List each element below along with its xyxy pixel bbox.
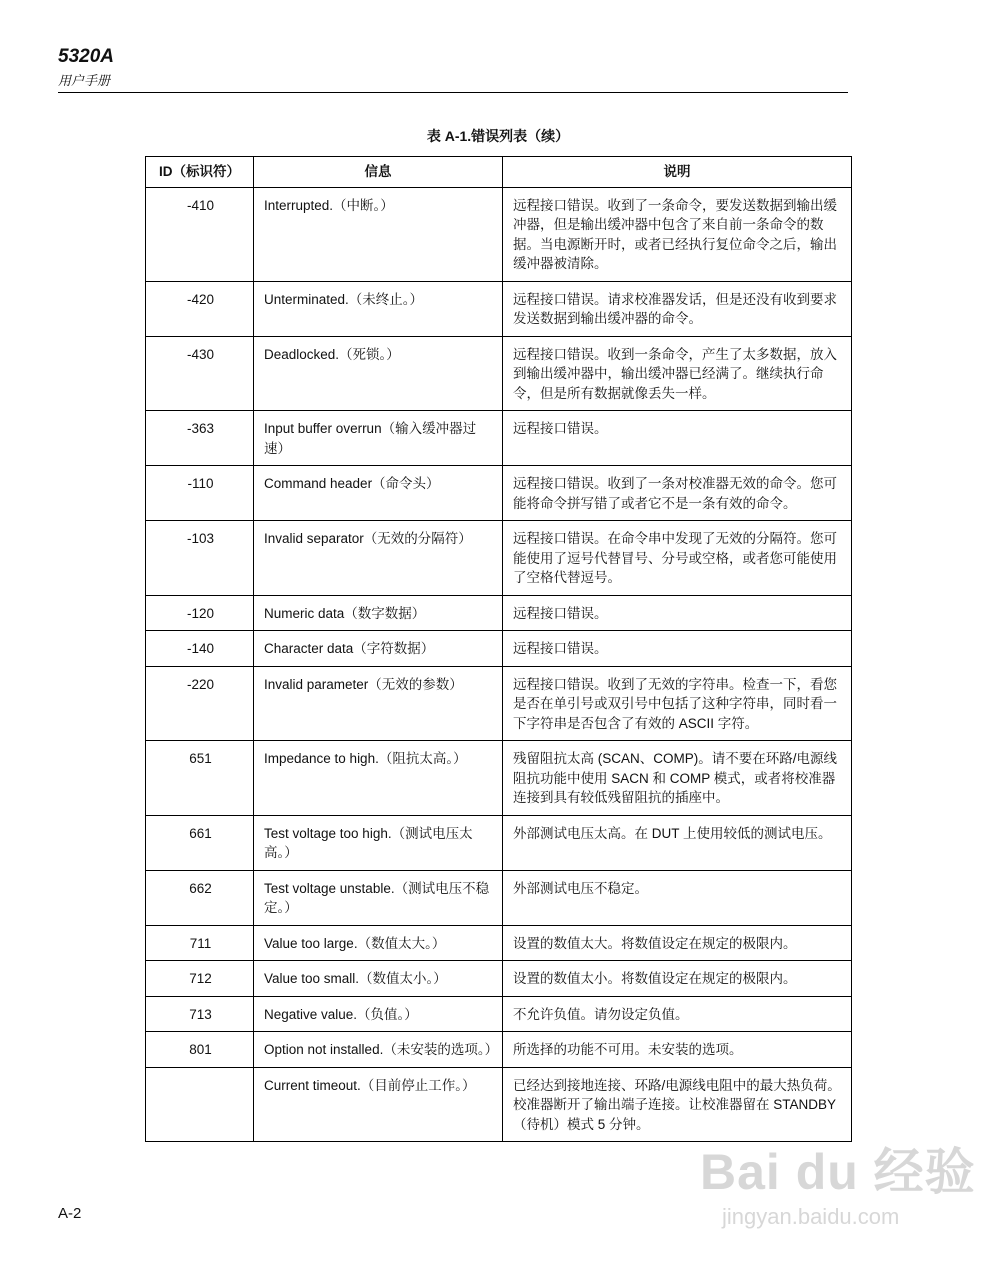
error-message-cell: Character data（字符数据） bbox=[254, 631, 503, 667]
table-row bbox=[146, 996, 852, 1032]
table-row bbox=[146, 815, 852, 870]
watermark-logo: Bai du 经验 bbox=[700, 1144, 976, 1200]
error-description-cell: 远程接口错误。收到了无效的字符串。检查一下，看您是否在单引号或双引号中包括了这种字符串，同时看一下字符串是否包含了有效的 ASCII 字符。 bbox=[503, 666, 852, 741]
table-row bbox=[146, 411, 852, 466]
header-divider bbox=[58, 92, 848, 93]
error-description-cell: 远程接口错误。 bbox=[503, 411, 852, 466]
error-id-cell: 713 bbox=[146, 996, 254, 1032]
table-row bbox=[146, 595, 852, 631]
table-caption: 表 A-1.错误列表（续） bbox=[426, 128, 570, 144]
error-message-cell: Input buffer overrun（输入缓冲器过速） bbox=[254, 411, 503, 466]
table-row bbox=[146, 466, 852, 521]
table-header-row bbox=[146, 157, 852, 188]
table-row bbox=[146, 1067, 852, 1142]
table-row bbox=[146, 631, 852, 667]
error-description-cell: 已经达到接地连接、环路/电源线电阻中的最大热负荷。校准器断开了输出端子连接。让校准器留在 STANDBY（待机）模式 5 分钟。 bbox=[503, 1067, 852, 1142]
error-id-cell: -220 bbox=[146, 666, 254, 741]
table-body bbox=[146, 187, 852, 1142]
table-row bbox=[146, 666, 852, 741]
error-description-cell: 远程接口错误。 bbox=[503, 631, 852, 667]
error-id-cell: -120 bbox=[146, 595, 254, 631]
error-id-cell: -430 bbox=[146, 336, 254, 411]
error-description-cell: 远程接口错误。在命令串中发现了无效的分隔符。您可能使用了逗号代替冒号、分号或空格，或者您可能使用了空格代替逗号。 bbox=[503, 521, 852, 596]
error-description-cell: 残留阻抗太高 (SCAN、COMP)。请不要在环路/电源线阻抗功能中使用 SACN 和 COMP 模式，或者将校准器连接到具有较低残留阻抗的插座中。 bbox=[503, 741, 852, 816]
error-id-cell: 651 bbox=[146, 741, 254, 816]
error-description-cell: 设置的数值太小。将数值设定在规定的极限内。 bbox=[503, 961, 852, 997]
error-description-cell: 远程接口错误。收到了一条命令，要发送数据到输出缓冲器，但是输出缓冲器中包含了来自前一条命令的数据。当电源断开时，或者已经执行复位命令之后，输出缓冲器被清除。 bbox=[503, 187, 852, 281]
page-number: A-2 bbox=[58, 1205, 82, 1222]
error-message-cell: Current timeout.（目前停止工作。） bbox=[254, 1067, 503, 1142]
error-id-cell: 662 bbox=[146, 870, 254, 925]
table-row bbox=[146, 741, 852, 816]
error-message-cell: Numeric data（数字数据） bbox=[254, 595, 503, 631]
table-row bbox=[146, 961, 852, 997]
error-message-cell: Test voltage too high.（测试电压太高。） bbox=[254, 815, 503, 870]
error-message-cell: Command header（命令头） bbox=[254, 466, 503, 521]
error-description-cell: 外部测试电压不稳定。 bbox=[503, 870, 852, 925]
error-id-cell: -420 bbox=[146, 281, 254, 336]
watermark-url: jingyan.baidu.com bbox=[722, 1204, 900, 1229]
error-id-cell: -103 bbox=[146, 521, 254, 596]
error-id-cell bbox=[146, 1067, 254, 1142]
error-id-cell: 712 bbox=[146, 961, 254, 997]
error-id-cell: -110 bbox=[146, 466, 254, 521]
error-description-cell: 远程接口错误。 bbox=[503, 595, 852, 631]
table-row bbox=[146, 521, 852, 596]
error-id-cell: -140 bbox=[146, 631, 254, 667]
error-message-cell: Invalid separator（无效的分隔符） bbox=[254, 521, 503, 596]
document-title: 5320A bbox=[58, 46, 114, 67]
error-message-cell: Deadlocked.（死锁。） bbox=[254, 336, 503, 411]
error-id-cell: 801 bbox=[146, 1032, 254, 1068]
error-message-cell: Value too small.（数值太小。） bbox=[254, 961, 503, 997]
column-header-description: 说明 bbox=[503, 157, 852, 188]
error-message-cell: Test voltage unstable.（测试电压不稳定。） bbox=[254, 870, 503, 925]
table-row bbox=[146, 1032, 852, 1068]
error-id-cell: -410 bbox=[146, 187, 254, 281]
error-message-cell: Value too large.（数值太大。） bbox=[254, 925, 503, 961]
error-description-cell: 远程接口错误。请求校准器发话，但是还没有收到要求发送数据到输出缓冲器的命令。 bbox=[503, 281, 852, 336]
error-description-cell: 远程接口错误。收到一条命令，产生了太多数据，放入到输出缓冲器中，输出缓冲器已经满了。继续执行命令，但是所有数据就像丢失一样。 bbox=[503, 336, 852, 411]
table-row bbox=[146, 281, 852, 336]
error-description-cell: 外部测试电压太高。在 DUT 上使用较低的测试电压。 bbox=[503, 815, 852, 870]
error-id-cell: -363 bbox=[146, 411, 254, 466]
table-row bbox=[146, 187, 852, 281]
error-message-cell: Impedance to high.（阻抗太高。） bbox=[254, 741, 503, 816]
document-subtitle: 用户手册 bbox=[58, 73, 111, 88]
error-message-cell: Negative value.（负值。） bbox=[254, 996, 503, 1032]
error-message-cell: Interrupted.（中断。） bbox=[254, 187, 503, 281]
column-header-message: 信息 bbox=[254, 157, 503, 188]
error-id-cell: 711 bbox=[146, 925, 254, 961]
column-header-id: ID（标识符） bbox=[146, 157, 254, 188]
error-list-table bbox=[145, 156, 852, 1142]
table-row bbox=[146, 870, 852, 925]
error-description-cell: 不允许负值。请勿设定负值。 bbox=[503, 996, 852, 1032]
table-row bbox=[146, 925, 852, 961]
baidu-jingyan-watermark bbox=[700, 1132, 976, 1242]
error-message-cell: Unterminated.（未终止。） bbox=[254, 281, 503, 336]
error-description-cell: 远程接口错误。收到了一条对校准器无效的命令。您可能将命令拼写错了或者它不是一条有效的命令。 bbox=[503, 466, 852, 521]
error-description-cell: 所选择的功能不可用。未安装的选项。 bbox=[503, 1032, 852, 1068]
error-description-cell: 设置的数值太大。将数值设定在规定的极限内。 bbox=[503, 925, 852, 961]
error-message-cell: Option not installed.（未安装的选项。） bbox=[254, 1032, 503, 1068]
error-id-cell: 661 bbox=[146, 815, 254, 870]
error-message-cell: Invalid parameter（无效的参数） bbox=[254, 666, 503, 741]
table-row bbox=[146, 336, 852, 411]
